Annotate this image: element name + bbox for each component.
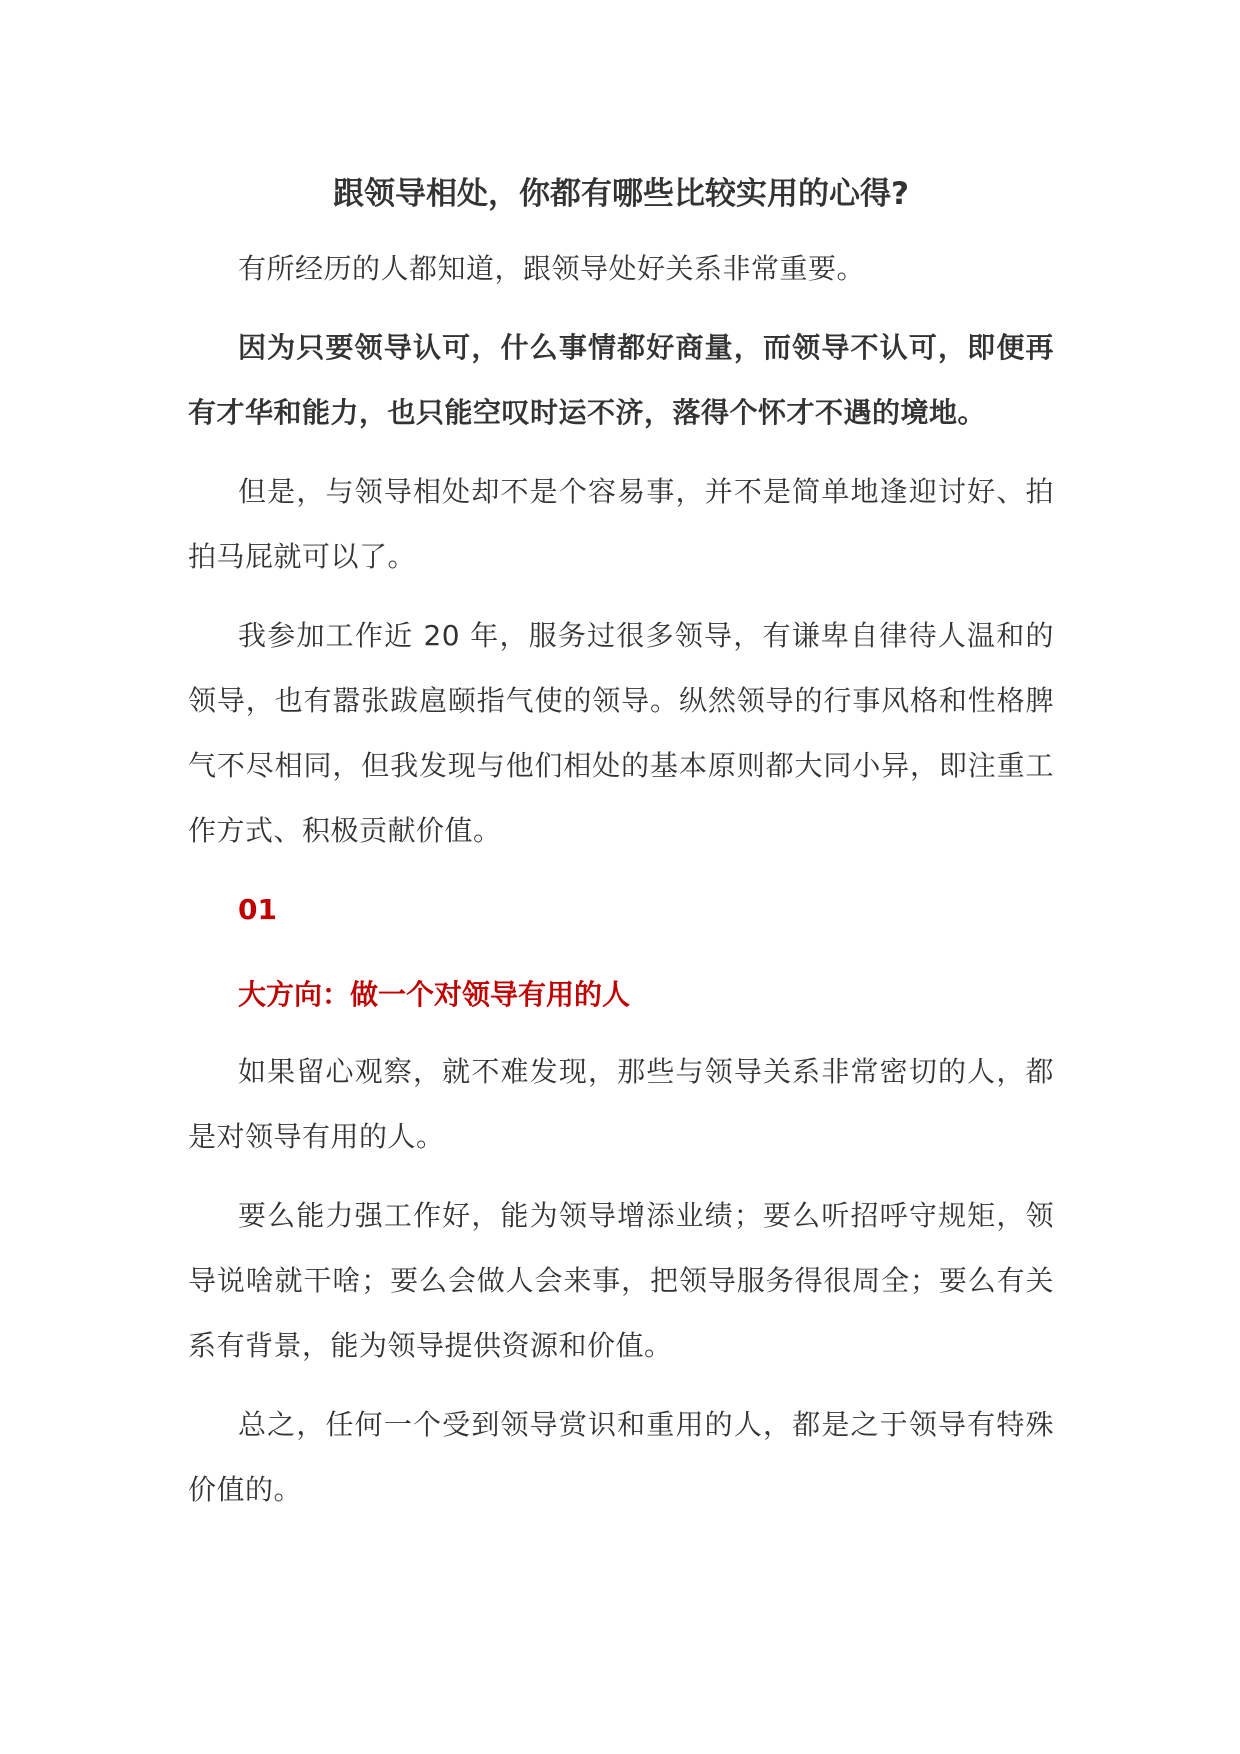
paragraph-observation: 如果留心观察，就不难发现，那些与领导关系非常密切的人，都是对领导有用的人。 bbox=[188, 1055, 1054, 1153]
section-heading: 大方向：做一个对领导有用的人 bbox=[238, 978, 631, 1011]
article-title: 跟领导相处，你都有哪些比较实用的心得? bbox=[333, 176, 909, 212]
section-number: 01 bbox=[238, 893, 277, 926]
paragraph-conclusion: 总之，任何一个受到领导赏识和重用的人，都是之于领导有特殊价值的。 bbox=[188, 1408, 1054, 1506]
paragraph-difficulty: 但是，与领导相处却不是个容易事，并不是简单地逢迎讨好、拍拍马屁就可以了。 bbox=[188, 475, 1054, 573]
paragraph-intro: 有所经历的人都知道，跟领导处好关系非常重要。 bbox=[238, 252, 866, 285]
paragraph-emphasis: 因为只要领导认可，什么事情都好商量，而领导不认可，即便再有才华和能力，也只能空叹时运不济，落得个怀才不遇的境地。 bbox=[188, 331, 1054, 429]
document-page bbox=[188, 170, 1054, 1536]
paragraph-examples: 要么能力强工作好，能为领导增添业绩；要么听招呼守规矩，领导说啥就干啥；要么会做人会来事，把领导服务得很周全；要么有关系有背景，能为领导提供资源和价值。 bbox=[188, 1199, 1054, 1362]
paragraph-experience: 我参加工作近 20 年，服务过很多领导，有谦卑自律待人温和的领导，也有嚣张跋扈颐指气使的领导。纵然领导的行事风格和性格脾气不尽相同，但我发现与他们相处的基本原则都大同小异，即注重工作方式、积极贡献价值。 bbox=[188, 619, 1054, 847]
